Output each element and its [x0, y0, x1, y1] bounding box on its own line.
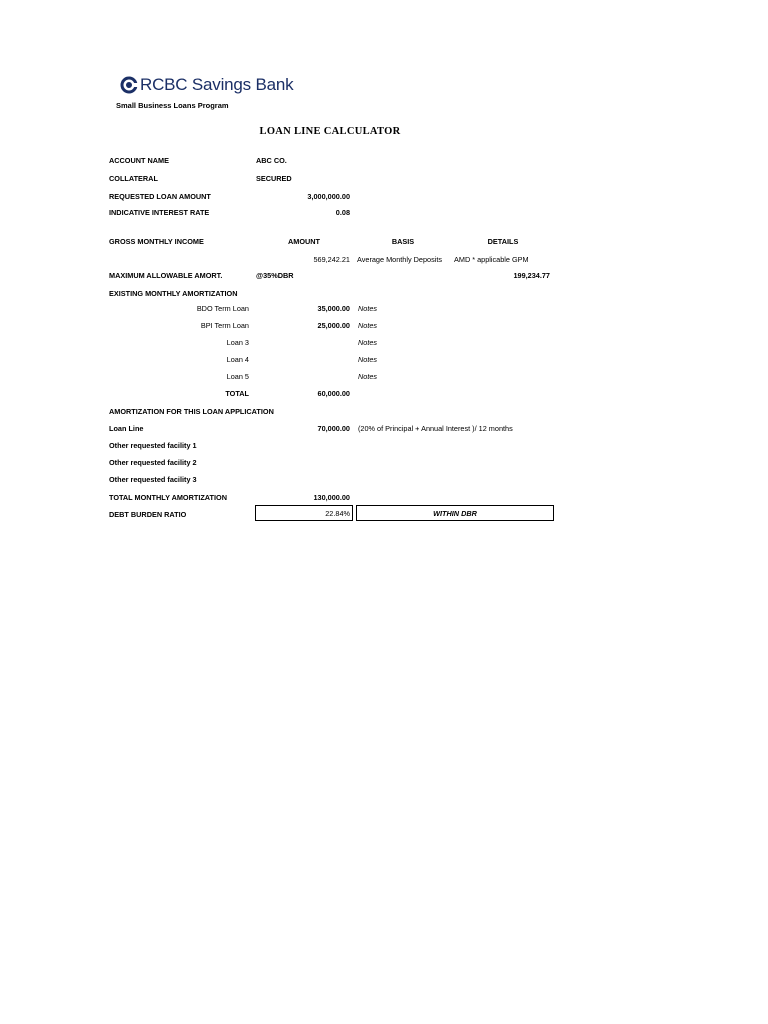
other-facility-1: Other requested facility 1: [109, 441, 197, 450]
page-title: LOAN LINE CALCULATOR: [259, 126, 401, 137]
loan-name: Loan 5: [226, 372, 249, 381]
loan-line-formula: (20% of Principal + Annual Interest )/ 12 months: [358, 424, 513, 433]
requested-loan-label: REQUESTED LOAN AMOUNT: [109, 192, 211, 201]
other-facility-2: Other requested facility 2: [109, 458, 197, 467]
gross-income-details: AMD * applicable GPM: [454, 255, 529, 264]
dbr-value: 22.84%: [325, 509, 350, 518]
loan-note: Notes: [358, 372, 378, 381]
details-header: DETAILS: [487, 237, 519, 246]
requested-loan-value: 3,000,000.00: [307, 192, 350, 201]
loan-name: Loan 4: [226, 355, 249, 364]
max-amort-value: 199,234.77: [513, 271, 550, 280]
max-amort-rate: @35%DBR: [256, 271, 294, 280]
loan-line-label: Loan Line: [109, 424, 144, 433]
interest-rate-value: 0.08: [335, 208, 350, 217]
interest-rate-label: INDICATIVE INTEREST RATE: [109, 208, 210, 217]
existing-total-value: 60,000.00: [317, 389, 350, 398]
loan-name: BPI Term Loan: [200, 321, 249, 330]
loan-note: Notes: [358, 338, 378, 347]
max-amort-label: MAXIMUM ALLOWABLE AMORT.: [109, 271, 223, 280]
existing-amort-heading: EXISTING MONTHLY AMORTIZATION: [109, 289, 238, 298]
basis-header: BASIS: [391, 237, 415, 246]
bank-logo: [120, 74, 293, 96]
loan-note: Notes: [358, 321, 378, 330]
loan-name: BDO Term Loan: [196, 304, 249, 313]
loan-amount: 25,000.00: [317, 321, 350, 330]
loan-amount: 35,000.00: [317, 304, 350, 313]
amount-header: AMOUNT: [287, 237, 321, 246]
bank-name: RCBC Savings Bank: [140, 75, 294, 94]
dbr-status: WITHIN DBR: [433, 509, 477, 518]
program-name: Small Business Loans Program: [116, 101, 229, 110]
loan-line-amount: 70,000.00: [317, 424, 350, 433]
loan-note: Notes: [358, 355, 378, 364]
collateral-value: SECURED: [256, 174, 292, 183]
loan-note: Notes: [358, 304, 378, 313]
account-name-label: ACCOUNT NAME: [109, 156, 169, 165]
dbr-label: DEBT BURDEN RATIO: [109, 510, 187, 519]
gross-income-amount: 569,242.21: [313, 255, 350, 264]
rcbc-logo-icon: [120, 76, 138, 94]
other-facility-3: Other requested facility 3: [109, 475, 197, 484]
existing-total-label: TOTAL: [225, 389, 249, 398]
gross-income-basis: Average Monthly Deposits: [357, 255, 443, 264]
application-heading: AMORTIZATION FOR THIS LOAN APPLICATION: [109, 407, 274, 416]
gross-income-label: GROSS MONTHLY INCOME: [109, 237, 204, 246]
collateral-label: COLLATERAL: [109, 174, 158, 183]
total-amort-label: TOTAL MONTHLY AMORTIZATION: [109, 493, 227, 502]
account-name-value: ABC CO.: [256, 156, 287, 165]
loan-name: Loan 3: [226, 338, 249, 347]
total-amort-value: 130,000.00: [313, 493, 350, 502]
